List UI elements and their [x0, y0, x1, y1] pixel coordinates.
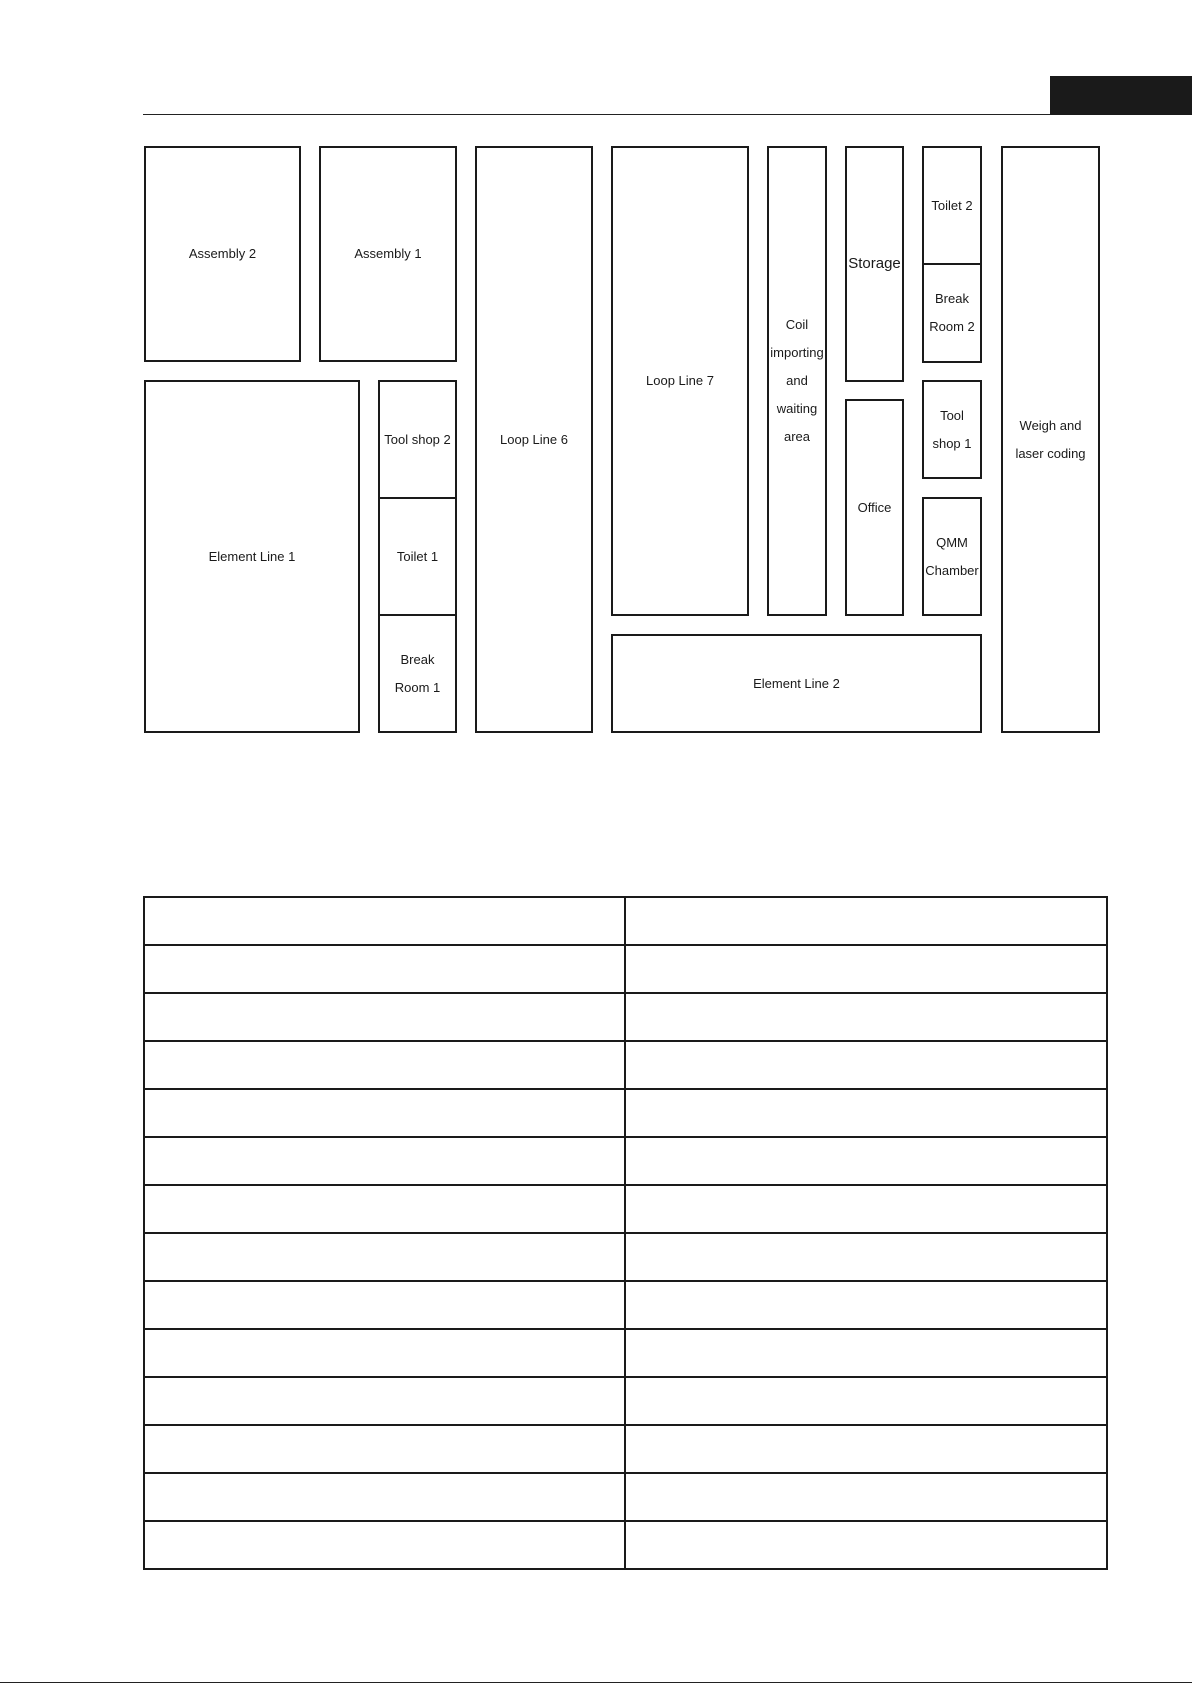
room-office — [845, 399, 904, 616]
room-label: QMM Chamber — [925, 534, 979, 578]
table-cell — [144, 1281, 625, 1329]
table-cell — [625, 993, 1107, 1041]
table-cell — [625, 1329, 1107, 1377]
bottom-rule — [0, 1682, 1192, 1683]
table-cell — [144, 1137, 625, 1185]
table-row — [144, 1233, 1107, 1281]
header-rule — [143, 114, 1192, 115]
room-tool-shop-1 — [922, 380, 982, 479]
table-cell — [625, 1233, 1107, 1281]
room-label: Tool shop 1 — [932, 407, 972, 451]
room-loop-line-7 — [611, 146, 749, 616]
room-loop-line-6 — [475, 146, 593, 733]
room-label: Assembly 2 — [188, 246, 257, 261]
room-assembly-2 — [144, 146, 301, 362]
table-cell — [144, 1473, 625, 1521]
room-label: Element Line 2 — [753, 675, 840, 691]
table-cell — [625, 945, 1107, 993]
room-label: Storage — [848, 255, 901, 272]
table-row — [144, 897, 1107, 945]
table-row — [144, 1473, 1107, 1521]
table-cell — [144, 945, 625, 993]
table-row — [144, 1377, 1107, 1425]
room-label: Loop Line 6 — [500, 431, 568, 447]
room-label: Tool shop 2 — [384, 431, 451, 447]
table-cell — [144, 897, 625, 945]
table-cell — [625, 1425, 1107, 1473]
room-break-room-2 — [922, 263, 982, 363]
table-cell — [144, 1041, 625, 1089]
table-cell — [144, 1233, 625, 1281]
table-cell — [144, 993, 625, 1041]
room-label: Break Room 1 — [394, 651, 441, 695]
room-weigh-laser-coding — [1001, 146, 1100, 733]
room-label: Break Room 2 — [929, 291, 975, 334]
data-table — [143, 896, 1108, 1570]
table-row — [144, 1185, 1107, 1233]
room-toilet-1 — [378, 497, 457, 616]
room-label: Assembly 1 — [354, 246, 422, 261]
table-cell — [144, 1185, 625, 1233]
room-label: Coil importing and waiting area — [770, 317, 824, 444]
table-row — [144, 1089, 1107, 1137]
table-row — [144, 1425, 1107, 1473]
table-row — [144, 1281, 1107, 1329]
room-label: Toilet 1 — [396, 548, 439, 564]
table-cell — [144, 1425, 625, 1473]
room-toilet-2 — [922, 146, 982, 265]
table-body — [144, 897, 1107, 1569]
table-cell — [625, 1137, 1107, 1185]
table-cell — [625, 1473, 1107, 1521]
table-cell — [625, 1377, 1107, 1425]
room-break-room-1 — [378, 614, 457, 733]
table-cell — [625, 1185, 1107, 1233]
table-cell — [625, 1089, 1107, 1137]
room-assembly-1 — [319, 146, 457, 362]
room-label: Weigh and laser coding — [1015, 417, 1086, 461]
page-corner-tab — [1050, 76, 1192, 115]
table-row — [144, 1329, 1107, 1377]
table-row — [144, 945, 1107, 993]
table-row — [144, 1137, 1107, 1185]
table-cell — [144, 1377, 625, 1425]
table-cell — [625, 1041, 1107, 1089]
table-cell — [144, 1089, 625, 1137]
room-element-line-1 — [144, 380, 360, 733]
room-label: Element Line 1 — [208, 548, 296, 564]
table-row — [144, 1041, 1107, 1089]
table-cell — [144, 1521, 625, 1569]
table-cell — [625, 897, 1107, 945]
room-storage — [845, 146, 904, 382]
table-row — [144, 993, 1107, 1041]
room-label: Office — [857, 499, 892, 515]
room-element-line-2 — [611, 634, 982, 733]
room-tool-shop-2 — [378, 380, 457, 499]
room-label: Loop Line 7 — [646, 373, 714, 388]
table-row — [144, 1521, 1107, 1569]
room-qmm-chamber — [922, 497, 982, 616]
table-cell — [625, 1281, 1107, 1329]
table-cell — [144, 1329, 625, 1377]
table-cell — [625, 1521, 1107, 1569]
room-label: Toilet 2 — [931, 197, 973, 213]
room-coil-importing-waiting — [767, 146, 827, 616]
